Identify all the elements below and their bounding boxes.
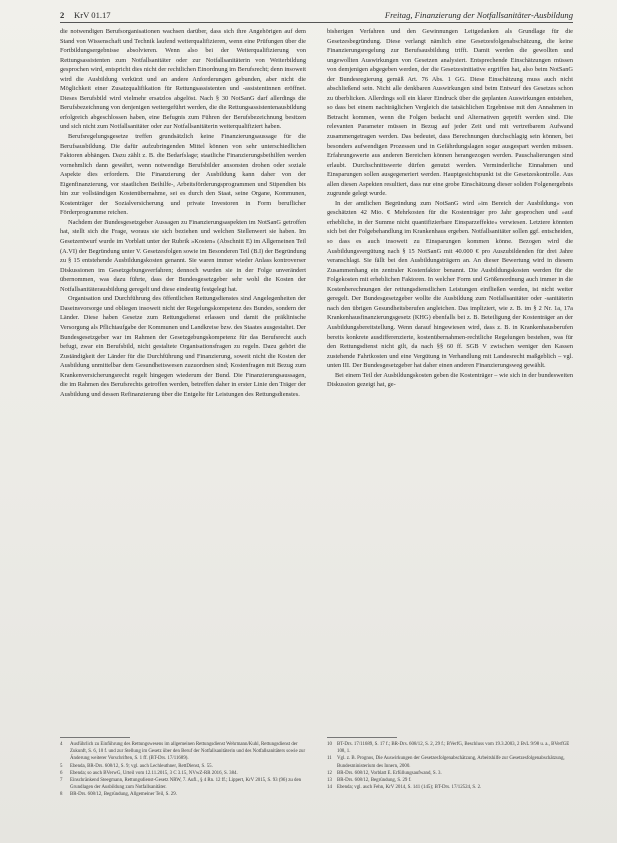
footnotes-left xyxy=(60,741,306,841)
footnote-text: Einschränkend Steegmann, Rettungsdienst-Gesetz NRW, 7. Aufl., § 4 Rn. 12 ff.; Lippert, KrV 2015, S. 93 (96) zu den Grundlagen der Ausbildung zum Notfallsanitäter. xyxy=(70,778,302,791)
paragraph: Nachdem der Bundesgesetzgeber Aussagen zu Finanzierungsaspekten im NotSanG getroffen hat, stellt sich die Frage, woraus sie sich beziehen und welchen Stellenwert sie haben. Im Gesetzentwurf wurde im Vorblatt unter der Rubrik »Kosten« (Abschnitt E) im Allgemeinen Teil (A.VI) der Begründung unter V. Gesetzesfolgen sowie im Besonderen Teil (B.I) der Begründung zu § 15 entstehende Ausbildungskosten genannt. Sie waren immer wieder Anlass kontroverser Diskussionen im Gesetzgebungsverfahren; dennoch wurden sie in der Folge unverändert übernommen, was dazu führte, dass der Bundesgesetzgeber sehr wohl die Kosten der Notfallsanitäterausbildung geregelt und diese eindeutig festgelegt hat. xyxy=(60,218,306,293)
footnotes-right xyxy=(327,741,573,841)
footnote-text: BR-Drs. 608/12, Begründung, Allgemeiner Teil, S. 29. xyxy=(70,792,177,798)
footnote-text: Ebenda; so auch BVerwG, Urteil vom 12.11.2015, 3 C 3.15, NVwZ-RR 2016, S. 384. xyxy=(70,770,238,776)
paragraph: die notwendigen Berufsorganisationen wachsen darüber, dass sich ihre Angehörigen auf dem Stand von Wissenschaft und Technik laufend weiterqualifizieren, wenn eine Prüfungen über die Fortbildungsergebnisse absolvieren. Wenn also bei der Weiterqualifizierung von Rettungsassistenten zum Notfallsanitäter oder zur Notfallsanitäterin von Weiterbildung gesprochen wird, entspricht dies nicht der rechtlichen Einordnung im Berufsrecht; denn insoweit wird die Ausbildung verkürzt und an andere Anforderungen gebunden, aber nicht die Möglichkeit einer Zusatzqualifikation für Rettungsassistenten und -assistentinnen eröffnet. Dieses Berufsbild wird vielmehr ersatzlos abgelöst. Nach § 30 NotSanG darf allerdings die Berufsbezeichnung von denjenigen weitergeführt werden, die die Rettungsassistentenausbildung erfolgreich abgeschlossen haben, eine Befugnis zum Führen der Berufsbezeichnung besitzen und sich nicht zum Notfallsanitäter oder zur Notfallsanitäterin weiterqualifiziert haben. xyxy=(60,28,306,131)
page-number: 2 xyxy=(60,10,65,20)
footnote-text: Ausführlich zu Einführung des Rettungswesens im allgemeinen Rettungsdienst Wehrmann/Kuhl, Rettungsdienst der Zukunft, S. 6, 10 f. und zur Stellung im Gesetz über den Beruf der Notfallsanitäterin und des Notfallsanitäters sowie zur Änderung weiterer Vorschriften, S. 1 ff. (BT-Drs. 17/11689). xyxy=(70,742,306,762)
footnote xyxy=(327,777,573,784)
footnote-text: BT-Drs. 17/11689, S. 17 f.; BR-Drs. 608/12, S. 2, 29 f.; BVerfG, Beschluss vom 19.3.2003, 2 BvL 9/98 u. a., BVerfGE 108, 1. xyxy=(337,742,570,755)
left-column xyxy=(60,27,306,735)
footnote-divider xyxy=(327,737,397,738)
paragraph: Organisation und Durchführung des öffentlichen Rettungsdienstes sind Angelegenheiten der Daseinsvorsorge und obliegen insoweit nicht der Regelungskompetenz des Bundes, sondern der Länder. Diese haben Gesetze zum Rettungsdienst erlassen und damit die präklinische Versorgung als Pflichtaufgabe der Kommunen und Landkreise bzw. des Staates ausgestaltet. Der Bundesgesetzgeber war im Rahmen der Gesetzgebungskompetenz für das Berufsrecht auch befugt, zwar ein Berufsbild, nicht gestaltete Organisationsfragen zu regeln. Dazu gehört die Zuständigkeit der Länder für die Durchführung und Finanzierung, soweit nicht die Kosten der Ausbildung unmittelbar dem Gesundheitswesen zuzuordnen sind; Kostenfragen mit Bezug zum Krankenversicherungsrecht regelt hingegen wiederum der Bund. Die Finanzierungsaussagen, die im Rahmen des Berufsrechts getroffen werden, betreffen daher in erster Linie den Träger der Ausbildung und dessen Refinanzierung über die Entgelte für Leistungen des Rettungsdienstes. xyxy=(60,295,306,398)
footnote xyxy=(327,755,573,769)
journal-name: KrV 01.17 xyxy=(74,10,111,20)
footnote-text: BR-Drs. 608/12, Vorblatt E. Erfüllungsaufwand, S. 3. xyxy=(337,770,442,776)
footnote-divider xyxy=(60,737,130,738)
footnote-number: 8 xyxy=(60,792,63,798)
footnote-number: 7 xyxy=(60,778,63,784)
footnote-number: 14 xyxy=(327,785,332,791)
paragraph: In der amtlichen Begründung zum NotSanG wird »im Bereich der Ausbildung« von geschätzten 42 Mio. € Mehrkosten für die Kostenträger pro Jahr gesprochen und »auf erhebliche, in der Summe nicht quantifizierbare Einsparzeffekte« verwiesen. Letztere könnten sich bei der Folgebehandlung im Krankenhaus ergeben. Notfallsanitäter sollen ggf. entscheiden, so dass es auch insoweit zu Einsparungen kommen könne. Bezogen wird die Ausbildungsvergütung nach § 15 NotSanG mit 40.000 € pro Auszubildenden für drei Jahre veranschlagt. Sie fällt bei den Ausbildungsträgern an. An dieser Bewertung wird in diesem Zusammenhang ein zentraler Kostenfaktor benannt. Die Ausbildungskosten werden für die Folgekosten mit erheblichen Faktoren. In welcher Form und Größenordnung auch immer in die Kostenberechnungen der rettungsdienstlichen Leistungen einfließen werden, ist nicht weiter geregelt. Der Bundesgesetzgeber wollte die Ausbildung zum Notfallsanitäter oder -sanitäterin nach den übrigen Gesundheitsberufen angleichen. Das impliziert, wie z. B. im § 2 Nr. 1a, 17a Krankenhausfinanzierungsgesetz (KHG) ebenfalls bei z. B. Beteiligung der Kostenträger an der Ausbildungsbereitstellung. Wenn darauf hingewiesen wird, dass z. B. in Krankenhausberufen bereits konkrete ausdifferenzierte, kostenübernahmen-rechtliche Regelungen bestehen, was für den Rettungsdienst nicht gilt, da nach §§ 60 ff. SGB V zwischen weniger den Kassen zustehende Fahrtkosten und eine Vergütung in Verhandlung mit Landesrecht maßgeblich – vgl. unten III. Der Bundesgesetzgeber hat daher einen anderen Finanzierungsweg gewählt. xyxy=(327,199,573,370)
footnote xyxy=(60,763,306,770)
article-title: Freitag, Finanzierung der Notfallsanitäter-Ausbildung xyxy=(384,10,573,20)
paragraph: bisherigen Verfahren und den Gewinnungen Leitgedanken als Grundlage für die Gesetzesbegründung. Diese verlangt nämlich eine Gesetzesfolgenabschätzung, die keine Finanzierungsregelung zur Berufsausbildung trifft. Damit werden die gewollten und ungewollten Auswirkungen von Gesetzen analysiert. Entsprechende Einschätzungen müssen von demjenigen abgegeben werden, der die Gesetzesinitiative ergriffen hat, also beim NotSanG der Bundesregierung gemäß Art. 76 Abs. 1 GG. Diese Einschätzung muss auch nicht abschließend sein. Nicht alle denkbaren Auswirkungen sind beim Entwurf des Gesetzes schon zu überblicken. Allerdings soll ein klarer Eindruck über die geplanten Auswirkungen entstehen, so dass bei einem nachträglichen Vergleich die tatsächlichen Ergebnisse mit den Annahmen in Betracht kommen, wenn die Folgen bedacht und Alternativen geprüft werden sind. Die relevanten Parameter müssen in Bezug auf jeder Zeit und mit vertretbarem Aufwand zusammengetragen werden. Das bedeutet, dass Berechnungen durchschlagig sein können, bei besonders aufwendigen Prozessen und in Gefährdungslagen sogar ausgespart werden müssen. Erfahrungswerte aus anderen Bereichen können herangezogen werden. Pauschalierungen sind erlaubt. Durchschnittswerte dürfen genutzt werden. Verminderliche Einnahmen und Einsparungen sollen ausgegeneriert werden. Hauptgesichtspunkt ist die Gesetzeskontrolle. Aus allen diesen Aspekten resultiert, dass nur eine grobe Einschätzung dieser soliden Folgenergebnis zugrunde gelegt wurde. xyxy=(327,28,573,198)
paragraph: Berufsregelungsgesetze treffen grundsätzlich keine Finanzierungsaussage für die Berufsausbildung. Die dafür aufzubringenden Mittel können von sehr unterschiedlichen Faktoren abhängen. Dazu zählt z. B. die Bedarfslage; staatliche Finanzierungsbeihilfen werden vornehmlich dann gewährt, wenn notwendige Berufsbilder ansonsten drohen oder soziale Aspekte dies erfordern. Die Finanzierung der Ausbildung kann daher von der Eigenfinanzierung, vor staatlichen Beihilfe-, Arbeitsförderungsprogrammen und Stipendien bis hin zur vollständigen Kostenübernahme, sei es durch den Staat, seine Organe, Kommunen, Kostenträger der Sozialversicherung und private Investoren in Form beruflicher Förderprogramme reichen. xyxy=(60,133,306,217)
footnote xyxy=(327,784,573,791)
right-column xyxy=(327,27,573,735)
footnote-number: 10 xyxy=(327,742,332,747)
running-header xyxy=(60,8,573,23)
footnote-text: Ebenda, BR-Drs. 608/12, S. 9; vgl. auch Lechleuthner, RettDienst, S. 55. xyxy=(70,763,213,769)
footnote-text: Vgl. z. B. Prognos, Die Auswirkungen der Gesetzesfolgenabschätzung, Arbeitshilfe zur Gesetzesfolgenabschätzung, Bundesministerium des Innern, 2000. xyxy=(337,756,565,769)
footnote-number: 5 xyxy=(60,763,63,769)
footnote-number: 4 xyxy=(60,742,63,747)
footnote-number: 6 xyxy=(60,770,63,776)
footnote-text: BR-Drs. 608/12, Begründung, S. 29 f. xyxy=(337,778,412,784)
footnote xyxy=(60,777,306,791)
footnote xyxy=(327,741,573,755)
footnote-number: 11 xyxy=(327,756,332,762)
footnote-number: 12 xyxy=(327,770,332,776)
paragraph: Bei einem Teil der Ausbildungskosten geben die Kostenträger – wie sich in der bundesweiten Diskussion gezeigt hat, ge- xyxy=(327,371,573,389)
footnote xyxy=(60,791,306,798)
footnote-text: Ebenda; vgl. auch Fehn, KrV 2014, S. 141 (145); BT-Drs. 17/12524, S. 2. xyxy=(337,785,482,791)
footnote xyxy=(60,770,306,777)
footnote xyxy=(60,741,306,763)
footnote xyxy=(327,770,573,777)
footnote-number: 13 xyxy=(327,778,332,784)
